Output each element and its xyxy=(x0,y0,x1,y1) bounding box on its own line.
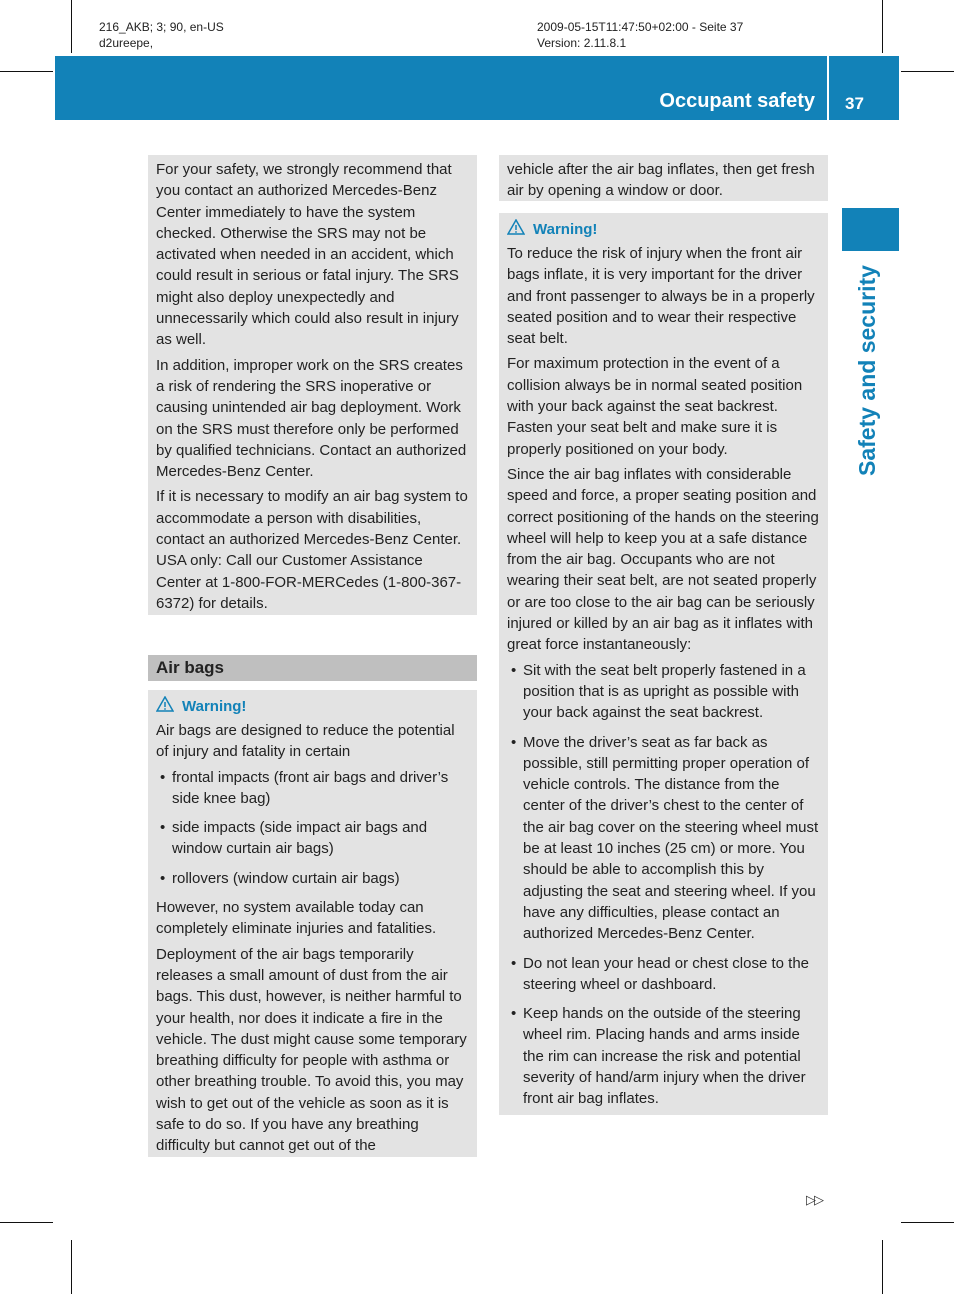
crop-mark xyxy=(0,71,53,72)
front-air-bag-warning-box xyxy=(499,213,828,1115)
air-bags-warning-box xyxy=(148,690,477,1157)
crop-mark xyxy=(882,1240,883,1294)
list-item: • Keep hands on the outside of the steering wheel rim. Placing hands and arms inside the rim can increase the risk and potential severity of hand/arm injury when the driver front air bag inflates. xyxy=(507,1003,821,1109)
warning-triangle-icon xyxy=(156,696,182,718)
page-number: 37 xyxy=(845,94,864,113)
paragraph: If it is necessary to modify an air bag system to accommodate a person with disabilities, contact an authorized Mercedes-Benz Center. USA only: Call our Customer Assistance Center at 1-800-FOR-MERCedes (1-800-367-6372) for details. xyxy=(156,488,468,612)
print-meta-left xyxy=(99,19,224,51)
paragraph: For your safety, we strongly recommend that you contact an authorized Mercedes-Benz Center immediately to have the system checked. Otherwise the SRS may not be activated when needed in an accident, which could result in serious or fatal injury. The SRS might also deploy unexpectedly and unnecessarily which could also result in injury as well. xyxy=(156,161,459,349)
paragraph: To reduce the risk of injury when the front air bags inflate, it is very important for the driver and front passenger to always be in a properly seated position and to wear their respective seat belt. xyxy=(507,245,815,348)
section-title: Air bags xyxy=(148,655,477,681)
paragraph: Air bags are designed to reduce the potential of injury and fatality in certain xyxy=(156,722,455,761)
paragraph: Deployment of the air bags temporarily releases a small amount of dust from the air bags. This dust, however, is neither harmful to your health, nor does it indicate a fire in the vehicle. The dust might cause some temporary breathing difficulty for people with asthma or other breathing trouble. To avoid this, you may wish to get out of the vehicle as soon as it is safe to do so. If you have any breathing difficulty but cannot get out of the xyxy=(156,945,467,1155)
paragraph: In addition, improper work on the SRS creates a risk of rendering the SRS inoperative or causing unintended air bag deployment. Work on the SRS must therefore only be performed by qualified technicians. Contact an authorized Mercedes-Benz Center. xyxy=(156,356,467,481)
crop-mark xyxy=(71,0,72,53)
list-item: • side impacts (side impact air bags and window curtain air bags) xyxy=(156,817,470,860)
list-item: • Do not lean your head or chest close to the steering wheel or dashboard. xyxy=(507,953,821,996)
page-title: Occupant safety xyxy=(659,90,815,112)
crop-mark xyxy=(901,71,954,72)
fresh-air-box xyxy=(499,155,828,201)
bullet-list xyxy=(507,660,821,1110)
warning-triangle-icon xyxy=(507,219,533,241)
list-item: • Move the driver’s seat as far back as possible, still permitting proper operation of vehicle controls. The distance from the center of the driver’s chest to the center of the air bag cover on the steering wheel must be at least 10 inches (25 cm) or more. You should be able to accomplish this by adjusting the seat and steering wheel. If you have any difficulties, please contact an authorized Mercedes-Benz Center. xyxy=(507,732,821,945)
chapter-tab xyxy=(842,208,899,251)
paragraph: Since the air bag inflates with considerable speed and force, a proper seating position and correct positioning of the hands on the steering wheel will help to keep you at a safe distance from the air bag. Occupants who are not wearing their seat belt, are not seated properly or are too close to the air bag can be seriously injured or killed by an air bag as it inflates with great force instantaneously: xyxy=(507,465,819,654)
list-item: • Sit with the seat belt properly fastened in a position that is as upright as possible with your back against the seat backrest. xyxy=(507,660,821,724)
header-divider xyxy=(827,56,829,120)
warning-heading xyxy=(507,217,821,243)
paragraph: vehicle after the air bag inflates, then get fresh air by opening a window or door. xyxy=(507,161,815,200)
crop-mark xyxy=(901,1222,954,1223)
crop-mark xyxy=(0,1222,53,1223)
continue-arrows-icon: ▷▷ xyxy=(806,1192,822,1207)
list-item: • frontal impacts (front air bags and driver’s side knee bag) xyxy=(156,767,470,810)
warning-label: Warning! xyxy=(533,221,598,239)
print-meta-right xyxy=(537,19,743,51)
meta-text: Version: 2.11.8.1 xyxy=(537,36,627,50)
paragraph: For maximum protection in the event of a collision always be in normal seated position with your back against the seat backrest. Fasten your seat belt and make sure it is properly positioned on your body. xyxy=(507,355,803,458)
bullet-list xyxy=(156,767,470,889)
page-header xyxy=(55,56,899,120)
chapter-label-text: Safety and security xyxy=(854,265,880,476)
warning-heading xyxy=(156,694,470,720)
warning-label: Warning! xyxy=(182,698,247,716)
meta-text: 2009-05-15T11:47:50+02:00 - Seite 37 xyxy=(537,20,744,34)
list-item: • rollovers (window curtain air bags) xyxy=(156,868,470,889)
meta-text: 216_AKB; 3; 90, en-US xyxy=(99,20,224,34)
meta-text: d2ureepe, xyxy=(99,36,154,50)
paragraph: However, no system available today can completely eliminate injuries and fatalities. xyxy=(156,899,437,938)
crop-mark xyxy=(71,1240,72,1294)
crop-mark xyxy=(882,0,883,53)
srs-info-box xyxy=(148,155,477,615)
